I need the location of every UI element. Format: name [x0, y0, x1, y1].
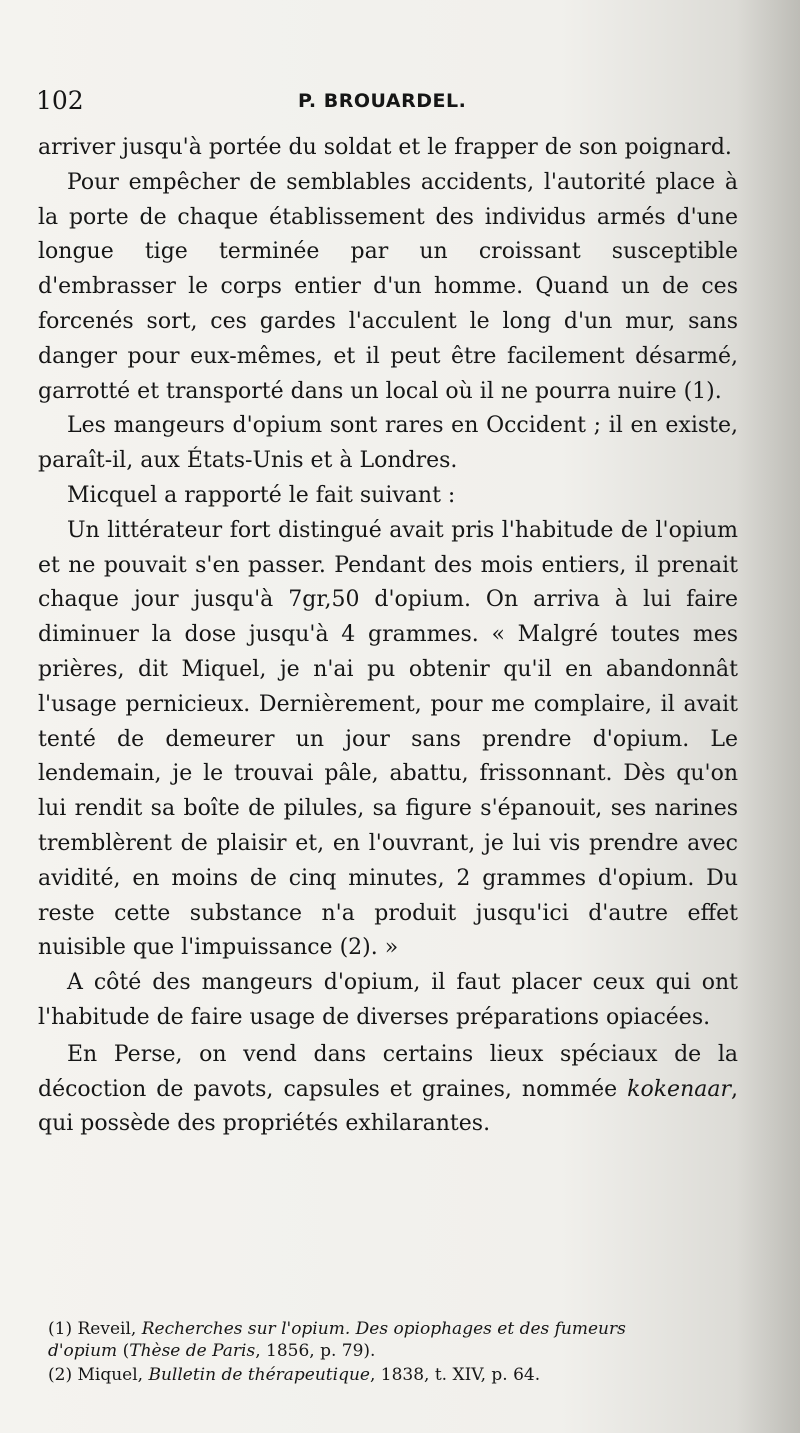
- paragraph-3: Les mangeurs d'opium sont rares en Occident ; il en existe, paraît-il, aux États-Unis et à Londres.: [38, 413, 738, 474]
- paragraph-4: Micquel a rapporté le fait suivant :: [67, 482, 456, 508]
- paragraph-6: A côté des mangeurs d'opium, il faut placer ceux qui ont l'habitude de faire usage de diverses préparations opiacées.: [38, 970, 738, 1030]
- body-text: [38, 131, 738, 1142]
- footnote-1-author: (1) Reveil,: [48, 1319, 142, 1339]
- footnote-1-continued: [48, 1340, 738, 1362]
- paragraph-1: arriver jusqu'à portée du soldat et le frapper de son poignard.: [38, 135, 732, 160]
- page-number: 102: [36, 86, 84, 115]
- footnote-1-title: Recherches sur l'opium. Des opiophages et des fumeurs: [141, 1319, 626, 1339]
- footnote-1-paren: (: [117, 1341, 130, 1361]
- paragraph-5: Un littérateur fort distingué avait pris l'habitude de l'opium et ne pouvait s'en passer. Pendant des mois entiers, il prenait chaque jour jusqu'à 7gr,50 d'opium. On arriva à lui faire diminuer la dose jusqu'à 4 grammes. « Malgré toutes mes prières, dit Miquel, je n'ai pu obtenir qu'il en abandonnât l'usage pernicieux. Dernièrement, pour me complaire, il avait tenté de demeurer un jour sans prendre d'opium. Le lendemain, je le trouvai pâle, abattu, frissonnant. Dès qu'on lui rendit sa boîte de pilules, sa figure s'épanouit, ses narines tremblèrent de plaisir et, en l'ouvrant, je lui vis prendre avec avidité, en moins de cinq minutes, 2 grammes d'opium. Du reste cette substance n'a produit jusqu'ici d'autre effet nuisible que l'impuissance (2). »: [38, 517, 738, 961]
- paragraph-2: Pour empêcher de semblables accidents, l'autorité place à la porte de chaque établissement des individus armés d'une longue tige terminée par un croissant susceptible d'embrasser le corps entier d'un homme. Quand un de ces forcenés sort, ces gardes l'acculent le long d'un mur, sans danger pour eux-mêmes, et il peut être facilement désarmé, garrotté et transporté dans un local où il ne pourra nuire (1).: [38, 169, 738, 404]
- footnote-2-details: , 1838, t. XIV, p. 64.: [369, 1365, 541, 1385]
- running-head-author: P. BROUARDEL.: [298, 90, 467, 112]
- footnote-1: [48, 1318, 738, 1340]
- footnote-2-title: Bulletin de thérapeutique: [148, 1365, 370, 1385]
- paragraph-7-end: , qui possède des propriétés exhilarantes.: [38, 1076, 738, 1137]
- footnote-1-details: , 1856, p. 79).: [255, 1341, 376, 1361]
- footnote-1-title-cont: d'opium: [48, 1341, 118, 1361]
- term-kokenaar: kokenaar: [627, 1076, 731, 1102]
- footnote-2: [48, 1364, 738, 1386]
- paragraph-7-start: En Perse, on vend dans certains lieux spéciaux de la décoction de pavots, capsules et graines, nommée: [38, 1041, 738, 1102]
- footnote-1-thesis: Thèse de Paris: [129, 1341, 256, 1361]
- paragraph-7: [38, 1038, 738, 1142]
- running-head: [36, 84, 776, 118]
- footnote-2-author: (2) Miquel,: [48, 1365, 149, 1385]
